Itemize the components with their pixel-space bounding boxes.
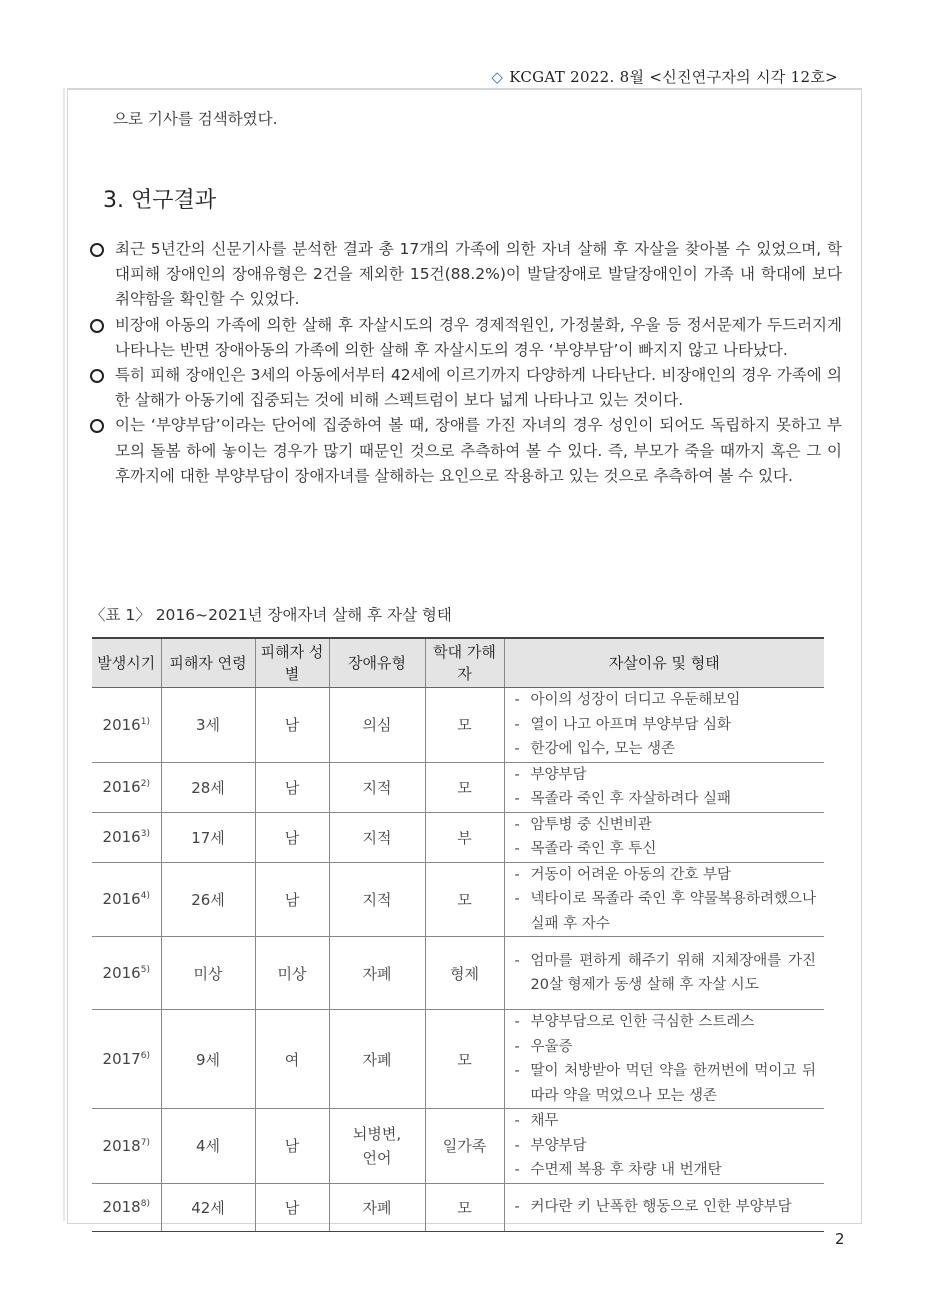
cell-year: 2017$^{6)}$ — [92, 1010, 161, 1109]
cell-abuser: 모 — [425, 762, 504, 812]
table-caption: 〈표 1〉 2016~2021년 장애자녀 살해 후 자살 형태 — [90, 606, 452, 624]
reason-item: - 수면제 복용 후 차량 내 번개탄 — [513, 1158, 817, 1183]
col-header-year: 발생시기 — [92, 638, 161, 688]
reason-item: - 우울증 — [513, 1035, 817, 1060]
cell-age: 28세 — [161, 762, 255, 812]
page-header — [491, 66, 838, 87]
reason-item: - 아이의 성장이 더디고 우둔해보임 — [513, 688, 817, 713]
cell-sex: 남 — [255, 812, 329, 862]
reason-item: - 목졸라 죽인 후 자살하려다 실패 — [513, 787, 817, 812]
cell-sex: 남 — [255, 762, 329, 812]
cell-type: 의심 — [329, 688, 425, 763]
table-row — [92, 688, 824, 763]
cell-type: 지적 — [329, 762, 425, 812]
table-row — [92, 1010, 824, 1109]
cell-abuser: 모 — [425, 1010, 504, 1109]
reason-item: - 목졸라 죽인 후 투신 — [513, 837, 817, 862]
cell-reasons — [504, 937, 824, 1010]
cell-reasons — [504, 762, 824, 812]
cell-reasons — [504, 688, 824, 763]
table-row — [92, 1109, 824, 1184]
cell-abuser: 형제 — [425, 937, 504, 1010]
col-header-abuser: 학대 가해자 — [425, 638, 504, 688]
cell-type: 지적 — [329, 812, 425, 862]
result-bullets — [90, 237, 842, 489]
bullet-item: 특히 피해 장애인은 3세의 아동에서부터 42세에 이르기까지 다양하게 나타난다. 비장애인의 경우 가족에 의한 살해가 아동기에 집중되는 것에 비해 스펙트럼이 보다 넓게 나타나고 있는 것이다. — [90, 363, 842, 413]
bullet-item: 비장애 아동의 가족에 의한 살해 후 자살시도의 경우 경제적원인, 가정불화, 우울 등 정서문제가 두드러지게 나타나는 반면 장애아동의 가족에 의한 살해 후 자살시도의 경우 ‘부양부담’이 빠지지 않고 나타났다. — [90, 313, 842, 363]
cell-reasons — [504, 862, 824, 937]
reason-item: - 한강에 입수, 모는 생존 — [513, 737, 817, 762]
cell-age: 9세 — [161, 1010, 255, 1109]
cell-year: 2018$^{7)}$ — [92, 1109, 161, 1184]
cell-type: 자폐 — [329, 937, 425, 1010]
cell-sex: 남 — [255, 862, 329, 937]
table-row — [92, 762, 824, 812]
reason-item: - 부양부담 — [513, 763, 817, 788]
header-text: KCGAT 2022. 8월 <신진연구자의 시각 12호> — [509, 68, 838, 86]
circle-bullet-icon — [90, 319, 104, 333]
cell-year: 2016$^{5)}$ — [92, 937, 161, 1010]
cell-year: 2016$^{4)}$ — [92, 862, 161, 937]
circle-bullet-icon — [90, 419, 104, 433]
col-header-age: 피해자 연령 — [161, 638, 255, 688]
circle-bullet-icon — [90, 369, 104, 383]
cell-age: 42세 — [161, 1183, 255, 1231]
table-row — [92, 862, 824, 937]
cell-abuser: 모 — [425, 688, 504, 763]
results-table — [92, 637, 824, 1232]
cell-abuser: 모 — [425, 862, 504, 937]
cell-abuser: 일가족 — [425, 1109, 504, 1184]
cell-age: 미상 — [161, 937, 255, 1010]
cell-type: 지적 — [329, 862, 425, 937]
table-row — [92, 812, 824, 862]
cell-age: 3세 — [161, 688, 255, 763]
cell-year: 2016$^{1)}$ — [92, 688, 161, 763]
reason-item: - 커다란 키 난폭한 행동으로 인한 부양부담 — [513, 1195, 817, 1220]
col-header-type: 장애유형 — [329, 638, 425, 688]
reason-item: - 부양부담 — [513, 1134, 817, 1159]
cell-abuser: 모 — [425, 1183, 504, 1231]
cell-type: 자폐 — [329, 1183, 425, 1231]
diamond-icon: ◇ — [491, 68, 504, 86]
reason-item: - 딸이 처방받아 먹던 약을 한꺼번에 먹이고 뒤따라 약을 먹었으나 모는 생존 — [513, 1059, 817, 1108]
table-row — [92, 937, 824, 1010]
circle-bullet-icon — [90, 243, 104, 257]
reason-item: - 채무 — [513, 1109, 817, 1134]
continuation-text: 으로 기사를 검색하였다. — [113, 110, 278, 128]
cell-reasons — [504, 1109, 824, 1184]
cell-sex: 남 — [255, 1183, 329, 1231]
page-number: 2 — [835, 1230, 845, 1248]
reason-item: - 암투병 중 신변비관 — [513, 813, 817, 838]
reason-item: - 부양부담으로 인한 극심한 스트레스 — [513, 1010, 817, 1035]
cell-age: 17세 — [161, 812, 255, 862]
cell-year: 2016$^{3)}$ — [92, 812, 161, 862]
cell-sex: 남 — [255, 1109, 329, 1184]
table-header-row — [92, 638, 824, 688]
cell-year: 2016$^{2)}$ — [92, 762, 161, 812]
section-title: 3. 연구결과 — [103, 188, 216, 213]
reason-item: - 열이 나고 아프며 부양부담 심화 — [513, 713, 817, 738]
reason-item: - 엄마를 편하게 해주기 위해 지체장애를 가진 20살 형제가 동생 살해 후 자살 시도 — [513, 949, 817, 998]
cell-reasons — [504, 1010, 824, 1109]
col-header-reasons: 자살이유 및 형태 — [504, 638, 824, 688]
reason-item: - 거동이 어려운 아동의 간호 부담 — [513, 863, 817, 888]
bullet-item: 이는 ‘부양부담’이라는 단어에 집중하여 볼 때, 장애를 가진 자녀의 경우 성인이 되어도 독립하지 못하고 부모의 돌봄 하에 놓이는 경우가 많기 때문인 것으로 추측하여 볼 수 있다. 즉, 부모가 죽을 때까지 혹은 그 이후까지에 대한 부양부담이 장애자녀를 살해하는 요인으로 작용하고 있는 것으로 추측하여 볼 수 있다. — [90, 413, 842, 489]
cell-sex: 남 — [255, 688, 329, 763]
cell-age: 4세 — [161, 1109, 255, 1184]
cell-type: 자폐 — [329, 1010, 425, 1109]
cell-year: 2018$^{8)}$ — [92, 1183, 161, 1231]
bullet-item: 최근 5년간의 신문기사를 분석한 결과 총 17개의 가족에 의한 자녀 살해 후 자살을 찾아볼 수 있었으며, 학대피해 장애인의 장애유형은 2건을 제외한 15건(88.2%)이 발달장애로 발달장애인이 가족 내 학대에 보다 취약함을 확인할 수 있었다. — [90, 237, 842, 313]
cell-sex: 여 — [255, 1010, 329, 1109]
reason-item: - 넥타이로 목졸라 죽인 후 약물복용하려했으나 실패 후 자수 — [513, 887, 817, 936]
col-header-sex: 피해자 성별 — [255, 638, 329, 688]
table-row — [92, 1183, 824, 1231]
cell-sex: 미상 — [255, 937, 329, 1010]
cell-reasons — [504, 812, 824, 862]
cell-age: 26세 — [161, 862, 255, 937]
cell-reasons — [504, 1183, 824, 1231]
cell-type: 뇌병변, 언어 — [329, 1109, 425, 1184]
cell-abuser: 부 — [425, 812, 504, 862]
